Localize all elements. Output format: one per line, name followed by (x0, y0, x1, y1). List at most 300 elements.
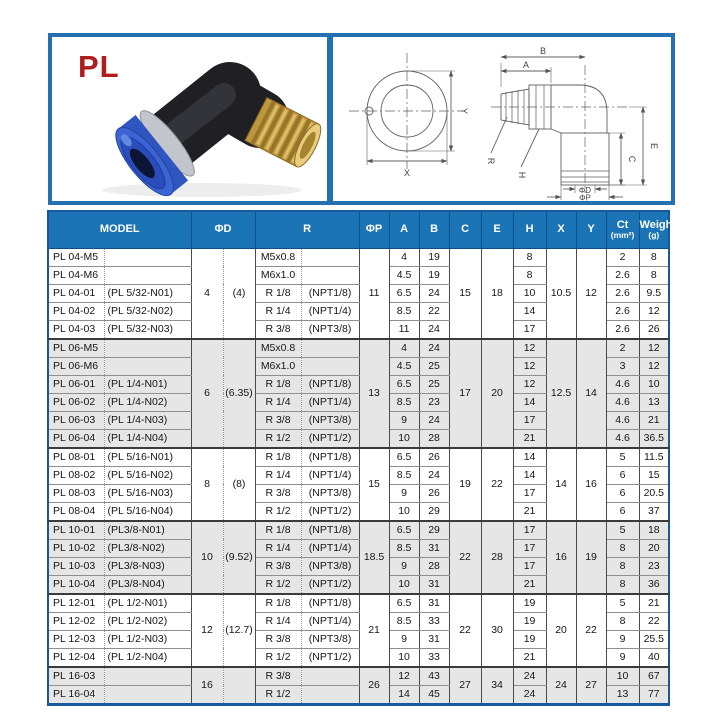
npt-thread-cell (301, 248, 359, 266)
value-cell: 10 (513, 284, 546, 302)
column-header: Y (576, 211, 606, 248)
value-cell: 10 (389, 648, 419, 667)
spec-row (48, 448, 669, 467)
thread-cell: R 1/2 (255, 648, 301, 667)
value-cell: 24 (419, 320, 449, 339)
value-cell: 27 (449, 667, 481, 705)
value-cell: 6.5 (389, 284, 419, 302)
thread-cell: R 1/8 (255, 594, 301, 613)
value-cell: 9 (389, 557, 419, 575)
value-cell: 24 (546, 667, 576, 705)
value-cell: 6 (606, 502, 639, 521)
alt-model-cell: (PL3/8-N04) (104, 575, 191, 594)
value-cell: 29 (419, 521, 449, 540)
value-cell: 14 (513, 393, 546, 411)
dim-label-b: B (539, 46, 547, 56)
phid-cell: 10 (191, 521, 223, 594)
value-cell: 22 (419, 302, 449, 320)
thread-cell: R 1/2 (255, 575, 301, 594)
value-cell: 27 (576, 667, 606, 705)
spec-row (48, 248, 669, 266)
weight-cell: 11.5 (639, 448, 669, 467)
model-cell: PL 04-01 (48, 284, 104, 302)
value-cell: 19 (513, 612, 546, 630)
value-cell: 21 (513, 502, 546, 521)
value-cell: 10 (389, 429, 419, 448)
value-cell: 21 (513, 575, 546, 594)
value-cell: 24 (513, 685, 546, 704)
spec-table-body (48, 248, 669, 704)
value-cell: 8 (513, 266, 546, 284)
value-cell: 29 (419, 502, 449, 521)
dimension-diagram-panel (330, 33, 675, 205)
model-cell: PL 10-03 (48, 557, 104, 575)
value-cell: 33 (419, 612, 449, 630)
column-header: E (481, 211, 513, 248)
weight-cell: 22 (639, 612, 669, 630)
value-cell: 23 (419, 393, 449, 411)
value-cell: 26 (419, 448, 449, 467)
thread-cell: R 3/8 (255, 630, 301, 648)
model-cell: PL 06-03 (48, 411, 104, 429)
thread-cell: R 1/4 (255, 539, 301, 557)
weight-cell: 8 (639, 248, 669, 266)
value-cell: 26 (419, 484, 449, 502)
value-cell: 9 (606, 648, 639, 667)
thread-cell: R 1/8 (255, 448, 301, 467)
value-cell: 17 (513, 521, 546, 540)
value-cell: 19 (419, 266, 449, 284)
thread-cell: M5x0.8 (255, 248, 301, 266)
value-cell: 25 (419, 357, 449, 375)
phip-cell: 13 (359, 339, 389, 448)
thread-cell: R 1/2 (255, 429, 301, 448)
weight-cell: 20 (639, 539, 669, 557)
phid-inch-cell: (12.7) (223, 594, 255, 667)
weight-cell: 15 (639, 466, 669, 484)
weight-cell: 26 (639, 320, 669, 339)
value-cell: 18 (481, 248, 513, 339)
column-header: MODEL (48, 211, 191, 248)
phid-cell: 8 (191, 448, 223, 521)
column-header: B (419, 211, 449, 248)
value-cell: 31 (419, 539, 449, 557)
value-cell: 14 (389, 685, 419, 704)
value-cell: 6.5 (389, 594, 419, 613)
value-cell: 22 (576, 594, 606, 667)
thread-cell: M6x1.0 (255, 357, 301, 375)
value-cell: 8 (606, 612, 639, 630)
alt-model-cell (104, 266, 191, 284)
weight-cell: 20.5 (639, 484, 669, 502)
value-cell: 31 (419, 594, 449, 613)
value-cell: 6 (606, 484, 639, 502)
value-cell: 2 (606, 339, 639, 358)
npt-thread-cell (301, 266, 359, 284)
phid-inch-cell: (9.52) (223, 521, 255, 594)
column-header: C (449, 211, 481, 248)
thread-cell: R 3/8 (255, 320, 301, 339)
phid-inch-cell: (8) (223, 448, 255, 521)
value-cell: 17 (513, 484, 546, 502)
alt-model-cell: (PL3/8-N01) (104, 521, 191, 540)
phip-cell: 18.5 (359, 521, 389, 594)
value-cell: 12.5 (546, 339, 576, 448)
model-cell: PL 04-02 (48, 302, 104, 320)
alt-model-cell (104, 685, 191, 704)
column-header: H (513, 211, 546, 248)
value-cell: 2.6 (606, 284, 639, 302)
npt-thread-cell: (NPT1/4) (301, 612, 359, 630)
value-cell: 17 (449, 339, 481, 448)
value-cell: 14 (513, 466, 546, 484)
value-cell: 8 (513, 248, 546, 266)
model-cell: PL 08-02 (48, 466, 104, 484)
model-cell: PL 06-M5 (48, 339, 104, 358)
alt-model-cell: (PL 1/2-N02) (104, 612, 191, 630)
value-cell: 9 (389, 630, 419, 648)
alt-model-cell (104, 339, 191, 358)
value-cell: 20 (481, 339, 513, 448)
model-cell: PL 04-M6 (48, 266, 104, 284)
weight-cell: 37 (639, 502, 669, 521)
thread-cell: R 1/4 (255, 612, 301, 630)
value-cell: 24 (419, 339, 449, 358)
weight-cell: 36.5 (639, 429, 669, 448)
value-cell: 8 (606, 539, 639, 557)
value-cell: 19 (576, 521, 606, 594)
value-cell: 6.5 (389, 521, 419, 540)
column-header: A (389, 211, 419, 248)
alt-model-cell: (PL 5/16-N02) (104, 466, 191, 484)
npt-thread-cell: (NPT3/8) (301, 557, 359, 575)
weight-cell: 10 (639, 375, 669, 393)
value-cell: 2.6 (606, 266, 639, 284)
series-label: PL (78, 49, 120, 84)
value-cell: 2.6 (606, 320, 639, 339)
alt-model-cell: (PL 5/16-N01) (104, 448, 191, 467)
spec-row (48, 339, 669, 358)
value-cell: 13 (606, 685, 639, 704)
thread-cell: R 1/4 (255, 302, 301, 320)
model-cell: PL 10-01 (48, 521, 104, 540)
alt-model-cell (104, 248, 191, 266)
spec-row (48, 667, 669, 686)
weight-cell: 8 (639, 266, 669, 284)
value-cell: 4.6 (606, 375, 639, 393)
value-cell: 33 (419, 648, 449, 667)
weight-cell: 21 (639, 411, 669, 429)
value-cell: 15 (449, 248, 481, 339)
value-cell: 17 (513, 557, 546, 575)
phip-cell: 11 (359, 248, 389, 339)
spec-row (48, 521, 669, 540)
value-cell: 10 (606, 667, 639, 686)
model-cell: PL 12-03 (48, 630, 104, 648)
value-cell: 22 (449, 594, 481, 667)
weight-cell: 40 (639, 648, 669, 667)
value-cell: 4.5 (389, 266, 419, 284)
value-cell: 12 (389, 667, 419, 686)
alt-model-cell: (PL3/8-N03) (104, 557, 191, 575)
value-cell: 28 (419, 429, 449, 448)
npt-thread-cell: (NPT3/8) (301, 411, 359, 429)
value-cell: 31 (419, 630, 449, 648)
value-cell: 16 (546, 521, 576, 594)
npt-thread-cell: (NPT1/2) (301, 648, 359, 667)
value-cell: 30 (481, 594, 513, 667)
thread-cell: R 1/2 (255, 502, 301, 521)
column-header: R (255, 211, 359, 248)
model-cell: PL 08-03 (48, 484, 104, 502)
thread-cell: R 1/4 (255, 466, 301, 484)
npt-thread-cell: (NPT1/8) (301, 521, 359, 540)
value-cell: 16 (576, 448, 606, 521)
alt-model-cell: (PL 5/32-N02) (104, 302, 191, 320)
value-cell: 5 (606, 521, 639, 540)
dim-label-c: C (627, 155, 637, 163)
npt-thread-cell (301, 339, 359, 358)
weight-cell: 67 (639, 667, 669, 686)
column-header: Ct (mm²) (606, 211, 639, 248)
spec-table (47, 210, 677, 706)
dim-label-phid: ΦD (578, 186, 592, 195)
column-header: Weight (g) (639, 211, 669, 248)
weight-cell: 77 (639, 685, 669, 704)
model-cell: PL 16-04 (48, 685, 104, 704)
dimension-diagram (333, 37, 670, 201)
value-cell: 6.5 (389, 448, 419, 467)
dim-label-y: Y (459, 107, 469, 115)
npt-thread-cell (301, 685, 359, 704)
value-cell: 45 (419, 685, 449, 704)
model-cell: PL 12-01 (48, 594, 104, 613)
column-header: X (546, 211, 576, 248)
value-cell: 31 (419, 575, 449, 594)
value-cell: 17 (513, 411, 546, 429)
value-cell: 12 (513, 339, 546, 358)
product-photo-panel (48, 33, 330, 205)
thread-cell: R 3/8 (255, 411, 301, 429)
thread-cell: R 1/8 (255, 375, 301, 393)
thread-cell: R 3/8 (255, 557, 301, 575)
phip-cell: 26 (359, 667, 389, 705)
model-cell: PL 08-01 (48, 448, 104, 467)
weight-cell: 18 (639, 521, 669, 540)
value-cell: 19 (513, 630, 546, 648)
thread-cell: M5x0.8 (255, 339, 301, 358)
alt-model-cell (104, 357, 191, 375)
alt-model-cell: (PL 5/32-N01) (104, 284, 191, 302)
thread-cell: R 3/8 (255, 667, 301, 686)
phip-cell: 21 (359, 594, 389, 667)
column-header: ΦP (359, 211, 389, 248)
value-cell: 10 (389, 575, 419, 594)
npt-thread-cell: (NPT1/8) (301, 448, 359, 467)
value-cell: 8.5 (389, 612, 419, 630)
npt-thread-cell: (NPT3/8) (301, 630, 359, 648)
model-cell: PL 04-M5 (48, 248, 104, 266)
value-cell: 4 (389, 339, 419, 358)
dim-label-e: E (649, 142, 659, 150)
value-cell: 28 (481, 521, 513, 594)
thread-cell: R 1/8 (255, 284, 301, 302)
phid-inch-cell: (4) (223, 248, 255, 339)
spec-table-header (48, 211, 677, 248)
value-cell: 14 (513, 448, 546, 467)
thread-cell: R 1/8 (255, 521, 301, 540)
weight-cell: 13 (639, 393, 669, 411)
model-cell: PL 12-04 (48, 648, 104, 667)
value-cell: 14 (513, 302, 546, 320)
value-cell: 9 (606, 630, 639, 648)
top-section (48, 33, 675, 205)
value-cell: 24 (419, 466, 449, 484)
dim-label-r: R (486, 157, 496, 165)
alt-model-cell: (PL3/8-N02) (104, 539, 191, 557)
npt-thread-cell: (NPT3/8) (301, 484, 359, 502)
model-cell: PL 10-02 (48, 539, 104, 557)
npt-thread-cell: (NPT1/2) (301, 502, 359, 521)
value-cell: 22 (481, 448, 513, 521)
value-cell: 24 (419, 411, 449, 429)
value-cell: 8.5 (389, 302, 419, 320)
value-cell: 2.6 (606, 302, 639, 320)
value-cell: 24 (419, 284, 449, 302)
phip-cell: 15 (359, 448, 389, 521)
weight-cell: 12 (639, 302, 669, 320)
weight-cell: 21 (639, 594, 669, 613)
value-cell: 10 (389, 502, 419, 521)
value-cell: 4.5 (389, 357, 419, 375)
model-cell: PL 04-03 (48, 320, 104, 339)
spec-table-wrap (47, 210, 677, 706)
model-cell: PL 16-03 (48, 667, 104, 686)
thread-cell: M6x1.0 (255, 266, 301, 284)
value-cell: 21 (513, 429, 546, 448)
alt-model-cell: (PL 1/4-N01) (104, 375, 191, 393)
model-cell: PL 06-02 (48, 393, 104, 411)
value-cell: 12 (576, 248, 606, 339)
alt-model-cell: (PL 1/2-N01) (104, 594, 191, 613)
npt-thread-cell: (NPT3/8) (301, 320, 359, 339)
phid-cell: 6 (191, 339, 223, 448)
model-cell: PL 08-04 (48, 502, 104, 521)
value-cell: 14 (546, 448, 576, 521)
phid-inch-cell: (6.35) (223, 339, 255, 448)
column-header: ΦD (191, 211, 255, 248)
dim-label-a: A (522, 60, 530, 70)
weight-cell: 12 (639, 339, 669, 358)
phid-cell: 12 (191, 594, 223, 667)
value-cell: 11 (389, 320, 419, 339)
weight-cell: 9.5 (639, 284, 669, 302)
phid-cell: 16 (191, 667, 223, 705)
weight-cell: 12 (639, 357, 669, 375)
value-cell: 8 (606, 575, 639, 594)
npt-thread-cell: (NPT1/4) (301, 302, 359, 320)
alt-model-cell: (PL 1/2-N03) (104, 630, 191, 648)
alt-model-cell: (PL 1/4-N03) (104, 411, 191, 429)
value-cell: 17 (513, 320, 546, 339)
value-cell: 17 (513, 539, 546, 557)
thread-cell: R 3/8 (255, 484, 301, 502)
thread-cell: R 1/2 (255, 685, 301, 704)
value-cell: 19 (513, 594, 546, 613)
model-cell: PL 12-02 (48, 612, 104, 630)
npt-thread-cell: (NPT1/2) (301, 429, 359, 448)
npt-thread-cell: (NPT1/2) (301, 575, 359, 594)
value-cell: 5 (606, 448, 639, 467)
alt-model-cell: (PL 1/2-N04) (104, 648, 191, 667)
alt-model-cell: (PL 5/32-N03) (104, 320, 191, 339)
value-cell: 2 (606, 248, 639, 266)
value-cell: 12 (513, 375, 546, 393)
value-cell: 4 (389, 248, 419, 266)
value-cell: 9 (389, 484, 419, 502)
value-cell: 20 (546, 594, 576, 667)
npt-thread-cell: (NPT1/8) (301, 284, 359, 302)
value-cell: 19 (449, 448, 481, 521)
value-cell: 14 (576, 339, 606, 448)
value-cell: 10.5 (546, 248, 576, 339)
value-cell: 28 (419, 557, 449, 575)
value-cell: 25 (419, 375, 449, 393)
model-cell: PL 06-04 (48, 429, 104, 448)
model-cell: PL 06-M6 (48, 357, 104, 375)
alt-model-cell (104, 667, 191, 686)
spec-row (48, 594, 669, 613)
npt-thread-cell: (NPT1/8) (301, 594, 359, 613)
thread-cell: R 1/4 (255, 393, 301, 411)
value-cell: 12 (513, 357, 546, 375)
value-cell: 8.5 (389, 466, 419, 484)
npt-thread-cell: (NPT1/4) (301, 539, 359, 557)
model-cell: PL 06-01 (48, 375, 104, 393)
value-cell: 21 (513, 648, 546, 667)
value-cell: 4.6 (606, 429, 639, 448)
value-cell: 4.6 (606, 393, 639, 411)
value-cell: 34 (481, 667, 513, 705)
dim-label-phip: ΦP (579, 193, 591, 201)
phid-inch-cell (223, 667, 255, 705)
weight-cell: 25.5 (639, 630, 669, 648)
value-cell: 6 (606, 466, 639, 484)
value-cell: 8.5 (389, 393, 419, 411)
alt-model-cell: (PL 5/16-N04) (104, 502, 191, 521)
npt-thread-cell: (NPT1/4) (301, 466, 359, 484)
value-cell: 8.5 (389, 539, 419, 557)
value-cell: 8 (606, 557, 639, 575)
value-cell: 3 (606, 357, 639, 375)
dim-label-h: H (517, 171, 527, 179)
npt-thread-cell (301, 357, 359, 375)
weight-cell: 36 (639, 575, 669, 594)
value-cell: 24 (513, 667, 546, 686)
value-cell: 19 (419, 248, 449, 266)
value-cell: 9 (389, 411, 419, 429)
value-cell: 22 (449, 521, 481, 594)
value-cell: 43 (419, 667, 449, 686)
weight-cell: 23 (639, 557, 669, 575)
npt-thread-cell (301, 667, 359, 686)
model-cell: PL 10-04 (48, 575, 104, 594)
value-cell: 5 (606, 594, 639, 613)
dim-label-x: X (403, 168, 411, 178)
value-cell: 6.5 (389, 375, 419, 393)
alt-model-cell: (PL 1/4-N02) (104, 393, 191, 411)
alt-model-cell: (PL 1/4-N04) (104, 429, 191, 448)
